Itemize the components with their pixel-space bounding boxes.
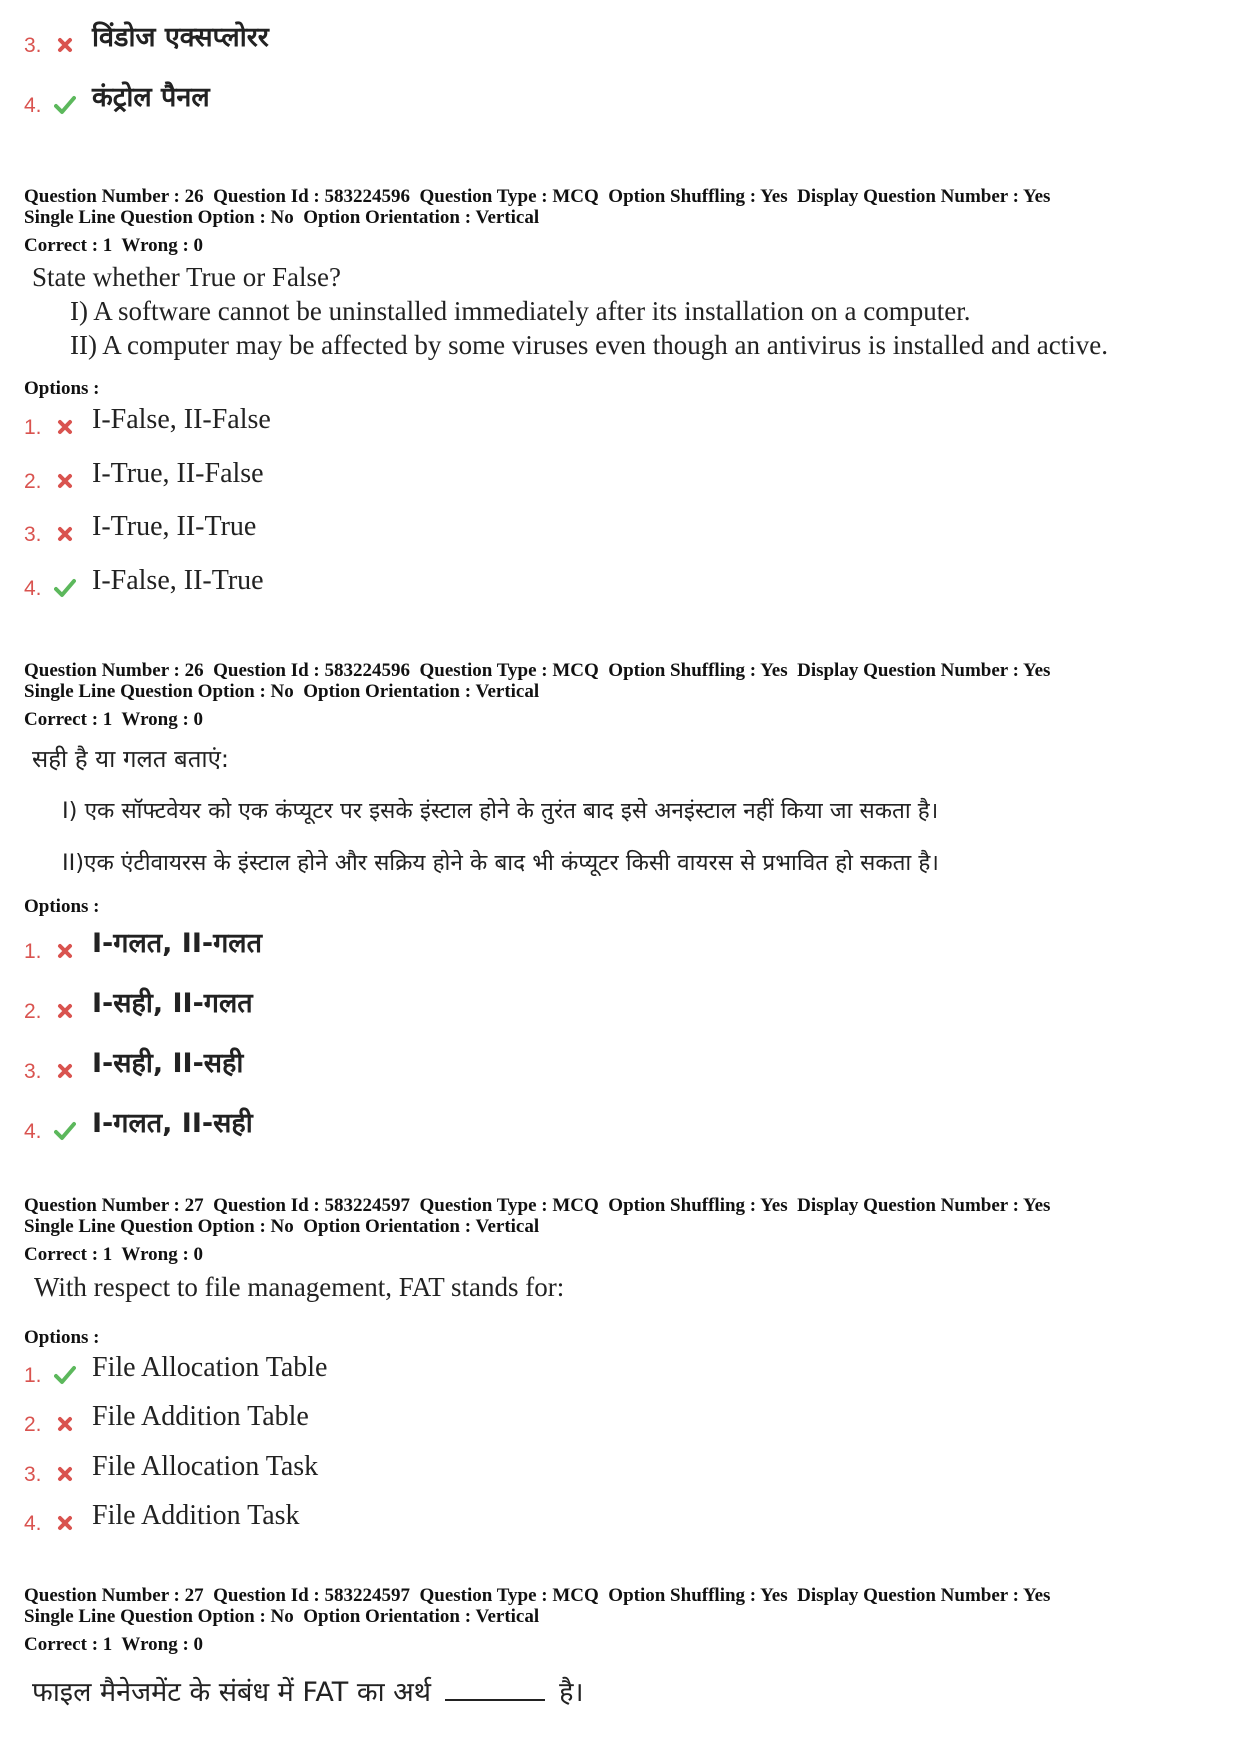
option-number: 3.	[24, 1060, 42, 1083]
question-text-after-blank: है।	[559, 1677, 584, 1708]
option-number: 4.	[24, 577, 42, 600]
meta-line-1: Question Number : 27 Question Id : 583224597 Question Type : MCQ Option Shuffling : Yes Display Question Number : Yes	[24, 1195, 1051, 1216]
option-number: 2.	[24, 1413, 42, 1436]
question-statement-1: I) A software cannot be uninstalled immediately after its installation on a computer.	[70, 296, 971, 326]
option-text: I-सही, II-सही	[92, 1048, 244, 1079]
option-number: 2.	[24, 470, 42, 493]
option-text: I-False, II-False	[92, 404, 271, 435]
cross-icon	[54, 1000, 76, 1022]
option-number: 2.	[24, 1000, 42, 1023]
meta-line-2: Single Line Question Option : No Option Orientation : Vertical	[24, 1216, 540, 1237]
option-text: I-True, II-True	[92, 511, 257, 542]
checkmark-icon	[54, 1364, 76, 1386]
question-meta	[24, 1195, 1224, 1265]
checkmark-icon	[54, 1120, 76, 1142]
score-line: Correct : 1 Wrong : 0	[24, 709, 204, 730]
option-number: 1.	[24, 1364, 42, 1387]
option-number: 1.	[24, 940, 42, 963]
cross-icon	[54, 34, 76, 56]
option-number: 1.	[24, 416, 42, 439]
cross-icon	[54, 940, 76, 962]
question-meta	[24, 1585, 1224, 1655]
option-number: 4.	[24, 1512, 42, 1535]
option-text: I-True, II-False	[92, 458, 264, 489]
option-text: I-False, II-True	[92, 565, 264, 596]
meta-line-1: Question Number : 26 Question Id : 583224596 Question Type : MCQ Option Shuffling : Yes Display Question Number : Yes	[24, 186, 1051, 207]
option-text: I-सही, II-गलत	[92, 988, 253, 1019]
options-label: Options :	[24, 896, 100, 917]
answer-blank	[445, 1677, 545, 1701]
meta-line-2: Single Line Question Option : No Option Orientation : Vertical	[24, 1606, 540, 1627]
question-text: With respect to file management, FAT stands for:	[34, 1272, 565, 1302]
option-text: I-गलत, II-सही	[92, 1108, 253, 1139]
question-statement-2: II) A computer may be affected by some viruses even though an antivirus is installed and active.	[70, 330, 1108, 360]
question-meta	[24, 186, 1224, 256]
question-meta	[24, 660, 1224, 730]
options-label: Options :	[24, 1327, 100, 1348]
option-text: I-गलत, II-गलत	[92, 928, 263, 959]
cross-icon	[54, 1512, 76, 1534]
option-text: File Allocation Task	[92, 1451, 319, 1482]
option-text: कंट्रोल पैनल	[92, 82, 210, 113]
option-text: File Allocation Table	[92, 1352, 328, 1383]
question-statement-2: II)एक एंटीवायरस के इंस्टाल होने और सक्रिय होने के बाद भी कंप्यूटर किसी वायरस से प्रभावित हो सकता है।	[62, 850, 939, 876]
cross-icon	[54, 1060, 76, 1082]
question-text	[32, 1672, 584, 1709]
cross-icon	[54, 1413, 76, 1435]
cross-icon	[54, 1463, 76, 1485]
meta-line-2: Single Line Question Option : No Option Orientation : Vertical	[24, 207, 540, 228]
option-number: 4.	[24, 1120, 42, 1143]
cross-icon	[54, 523, 76, 545]
meta-line-1: Question Number : 27 Question Id : 583224597 Question Type : MCQ Option Shuffling : Yes Display Question Number : Yes	[24, 1585, 1051, 1606]
option-text: File Addition Task	[92, 1500, 300, 1531]
question-text-before-blank: फाइल मैनेजमेंट के संबंध में FAT का अर्थ	[32, 1677, 432, 1708]
option-number: 3.	[24, 523, 42, 546]
option-text: File Addition Table	[92, 1401, 309, 1432]
options-label: Options :	[24, 378, 100, 399]
score-line: Correct : 1 Wrong : 0	[24, 235, 204, 256]
checkmark-icon	[54, 577, 76, 599]
score-line: Correct : 1 Wrong : 0	[24, 1244, 204, 1265]
score-line: Correct : 1 Wrong : 0	[24, 1634, 204, 1655]
question-text: सही है या गलत बताएं:	[32, 745, 230, 773]
cross-icon	[54, 470, 76, 492]
meta-line-1: Question Number : 26 Question Id : 583224596 Question Type : MCQ Option Shuffling : Yes Display Question Number : Yes	[24, 660, 1051, 681]
meta-line-2: Single Line Question Option : No Option Orientation : Vertical	[24, 681, 540, 702]
option-number: 4.	[24, 94, 42, 117]
option-number: 3.	[24, 1463, 42, 1486]
checkmark-icon	[54, 94, 76, 116]
question-text: State whether True or False?	[32, 262, 341, 292]
question-statement-1: I) एक सॉफ्टवेयर को एक कंप्यूटर पर इसके इंस्टाल होने के तुरंत बाद इसे अनइंस्टाल नहीं किया जा सकता है।	[62, 798, 939, 824]
cross-icon	[54, 416, 76, 438]
option-text: विंडोज एक्सप्लोरर	[92, 22, 269, 53]
option-number: 3.	[24, 34, 42, 57]
